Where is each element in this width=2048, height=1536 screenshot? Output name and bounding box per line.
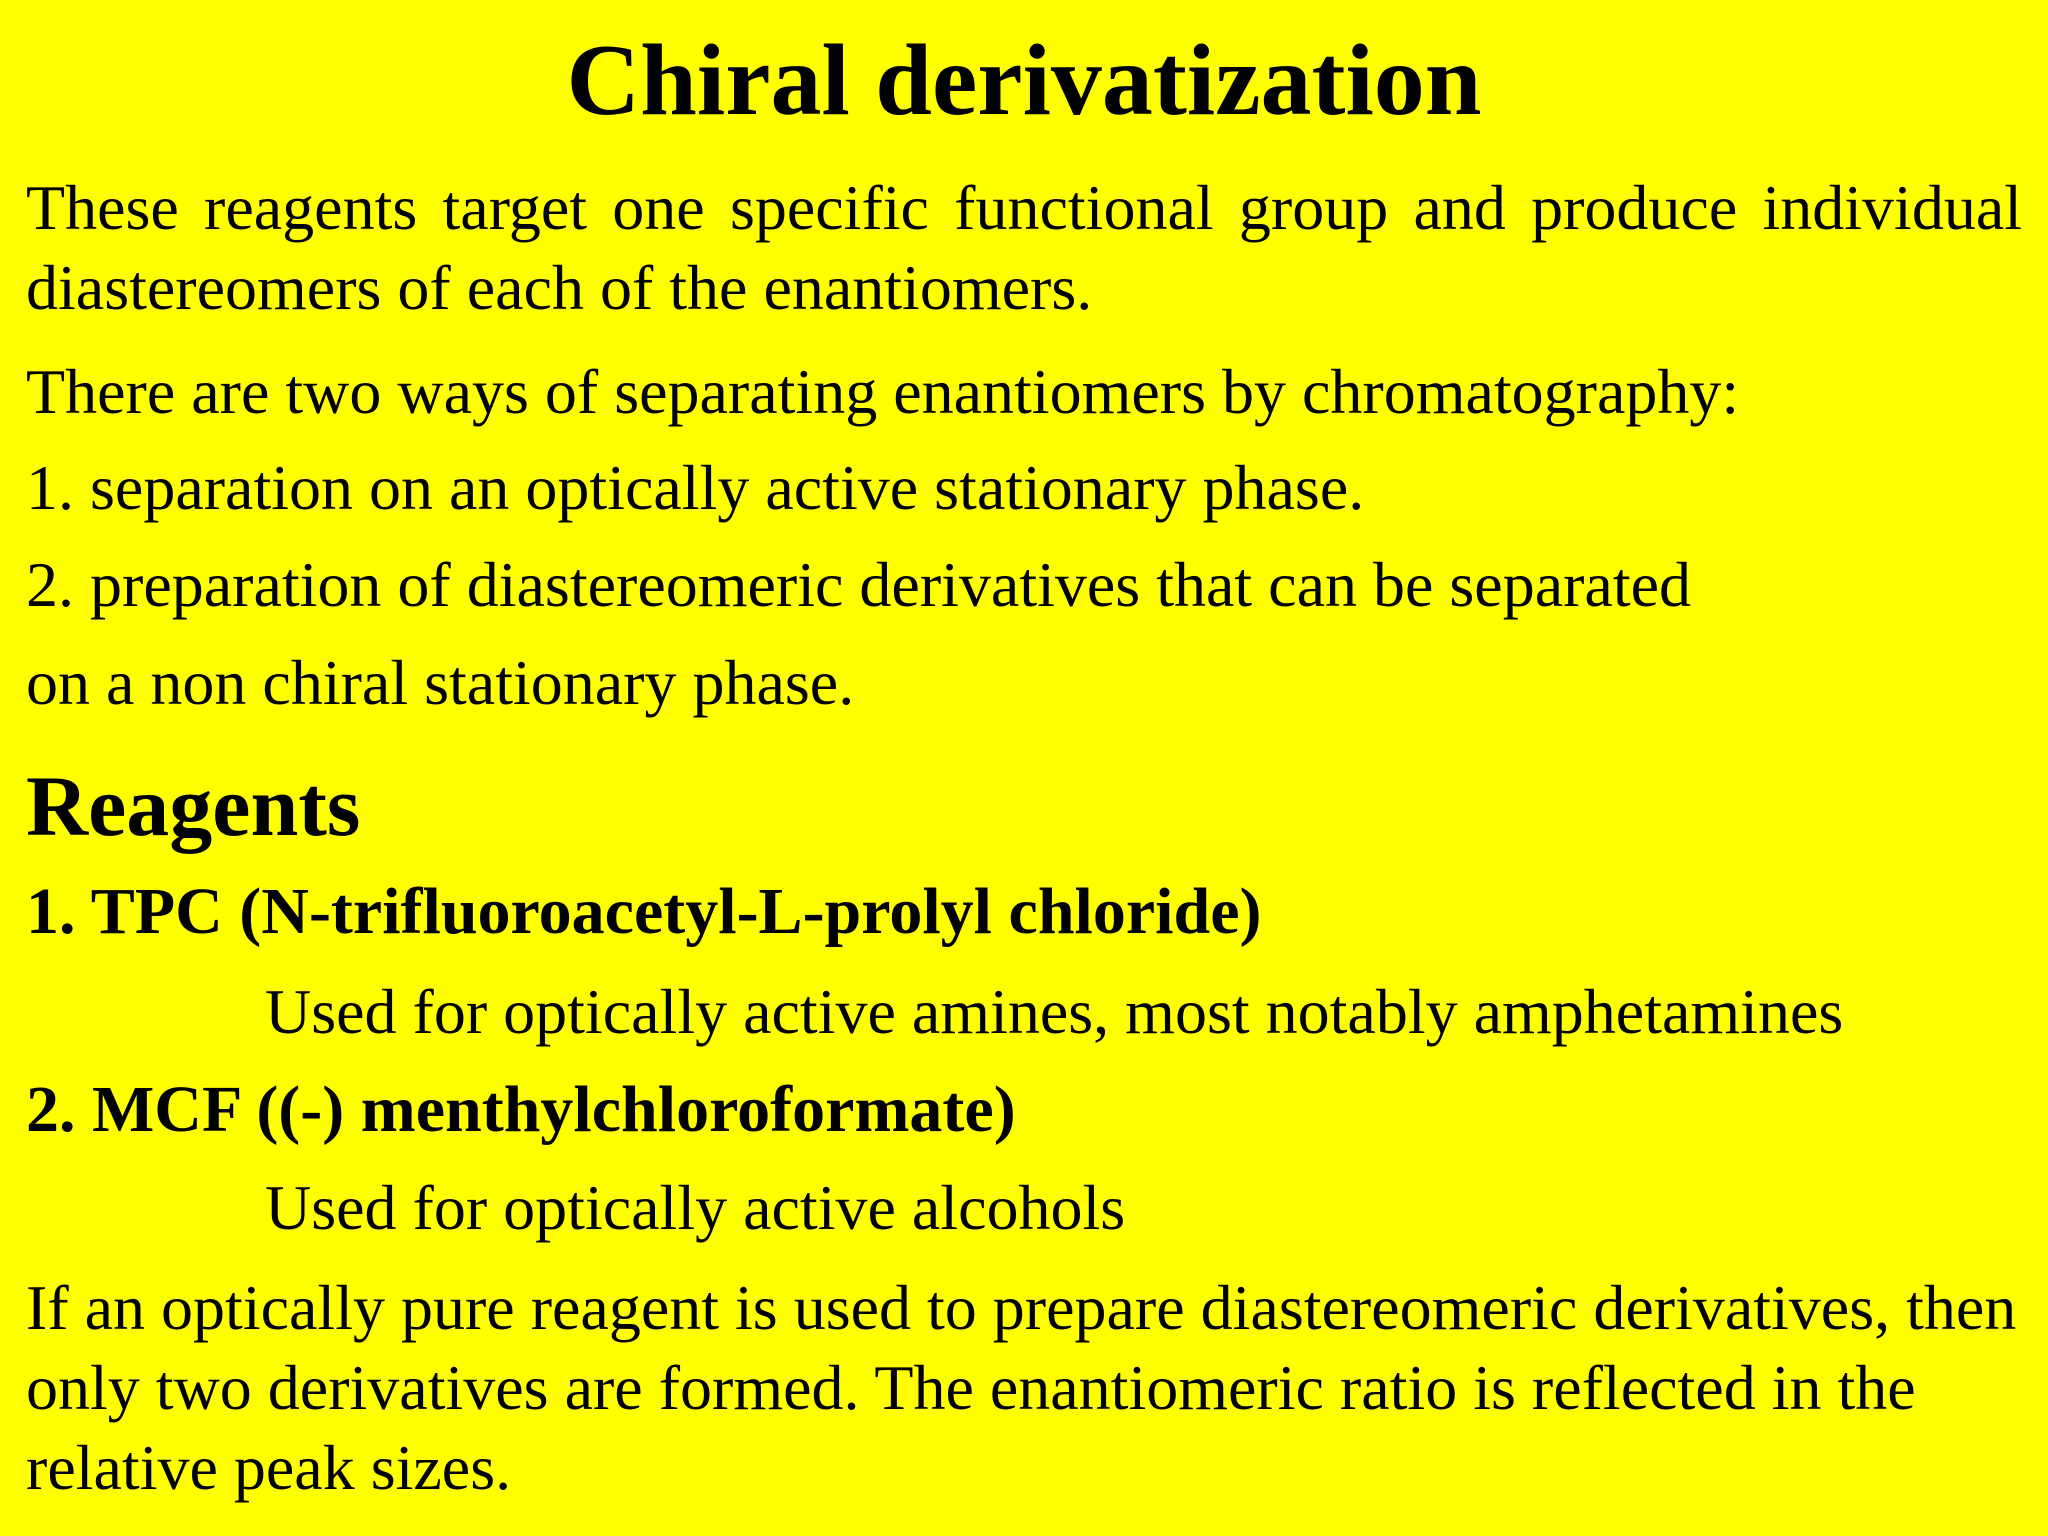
reagent-1-use: Used for optically active amines, most notably amphetamines [265,976,1844,1047]
reagent-2-name: 2. MCF ((-) menthylchloroformate) [26,1073,1016,1146]
slide-title: Chiral derivatization [566,24,1482,137]
way-1-item: 1. separation on an optically active stationary phase. [26,452,1365,523]
way-2-item-line1: 2. preparation of diastereomeric derivatives that can be separated [26,549,1691,620]
reagent-1-name: 1. TPC (N-trifluoroacetyl-L-prolyl chloride) [26,875,1262,948]
ways-intro: There are two ways of separating enantiomers by chromatography: [26,356,1740,427]
way-2-item-line2: on a non chiral stationary phase. [26,647,855,718]
intro-paragraph: These reagents target one specific functional group and produce individual diastereomers of each of the enantiomers. [26,172,2022,323]
conclusion-paragraph: If an optically pure reagent is used to prepare diastereomeric derivatives, then only two derivatives are formed. The enantiomeric ratio is reflected in the relative peak sizes. [26,1272,2017,1503]
reagent-2-use: Used for optically active alcohols [265,1172,1126,1243]
reagents-heading: Reagents [26,758,361,854]
